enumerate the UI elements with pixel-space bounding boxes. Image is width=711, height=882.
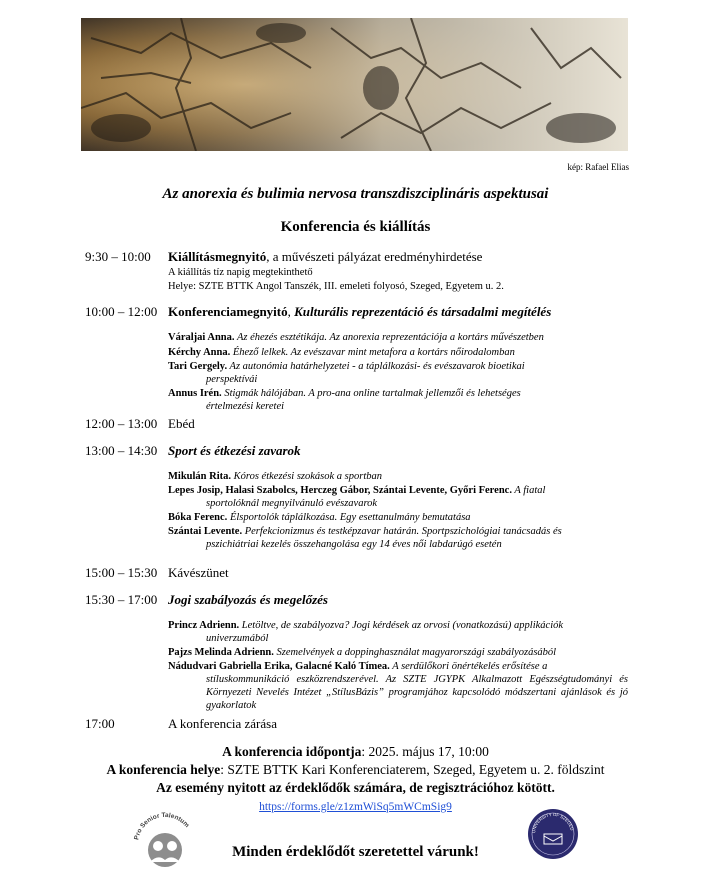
section-1-time: 9:30 – 10:00 [85,249,151,264]
talk-speaker: Nádudvari Gabriella Erika, Galacné Kaló Tímea. [168,661,390,672]
talk [168,331,638,344]
section-2-heading-sep: , [287,304,295,319]
lunch-label: Ebéd [168,416,195,431]
conference-venue [0,762,711,778]
page-title: Az anorexia és bulimia nervosa transzdiszciplináris aspektusai [162,186,549,202]
invitation-text: Minden érdeklődőt szeretettel várunk! [232,844,479,860]
talk [168,346,638,359]
section-3-time: 13:00 – 14:30 [85,443,158,458]
talk-title: Szemelvények a doppinghasználat magyarországi szabályozásából [273,647,557,658]
talk-title-continued: sportolóknál megnyilvánuló evészavarok [206,498,378,509]
talk-speaker: Szántai Levente. [168,526,243,537]
section-1-note: A kiállítás tíz napig megtekinthető [168,267,313,278]
section-2-heading [168,304,551,320]
conference-date-value: : 2025. május 17, 10:00 [361,744,489,759]
section-4-heading: Jogi szabályozás és megelőzés [168,592,328,607]
conference-date [0,744,711,760]
lunch-time: 12:00 – 13:00 [85,416,158,431]
section-4-time: 15:30 – 17:00 [85,592,158,607]
talk-speaker: Princz Adrienn. [168,620,240,631]
talk [168,660,648,673]
talk-speaker: Pajzs Melinda Adrienn. [168,647,274,658]
talk-title: Stigmák hálójában. A pro-ana online tartalmak jellemzői és lehetséges [221,388,521,399]
image-credit: kép: Rafael Elias [567,162,629,172]
registration-note: Az esemény nyitott az érdeklődők számára, de regisztrációhoz kötött. [156,780,555,795]
talk-title: Az autonómia határhelyzetei - a táplálkozási- és evészavarok bioetikai [227,361,525,372]
coffee-time: 15:00 – 15:30 [85,565,158,580]
closing-time: 17:00 [85,716,115,731]
logo-right-arc-text: UNIVERSITY OF SZEGED [530,811,575,834]
closing-label: A konferencia zárása [168,716,277,731]
section-3-heading: Sport és étkezési zavarok [168,443,301,458]
talk-speaker: Lepes Josip, Halasi Szabolcs, Herczeg Gábor, Szántai Levente, Győri Ferenc. [168,485,512,496]
talk-speaker: Váraljai Anna. [168,332,235,343]
logo-left-arc-text: Pro Senior Talentum [133,811,191,841]
hero-image [81,18,628,151]
talk [168,360,638,373]
talk [168,470,648,483]
registration-link-row [0,797,711,815]
registration-link[interactable]: https://forms.gle/z1zmWiSq5mWCmSig9 [259,801,452,813]
talk [168,646,648,659]
conference-venue-label: A konferencia helye [106,762,221,777]
talk-speaker: Bóka Ferenc. [168,512,228,523]
talk-title: Kóros étkezési szokások a sportban [231,471,382,482]
talk-title: Letöltve, de szabályozva? Jogi kérdések az orvosi (vonatkozású) applikációk [239,620,564,631]
talk-speaker: Mikulán Rita. [168,471,232,482]
section-1-heading-bold: Kiállításmegnyitó [168,249,267,264]
talk [168,387,638,400]
talk-title: A serdülőkori önértékelés erősítése a [389,661,548,672]
page-subtitle: Konferencia és kiállítás [280,219,431,235]
section-2-heading-theme: Kulturális reprezentáció és társadalmi megítélés [294,304,552,319]
talk-title: A fiatal [511,485,546,496]
talk-title: Az éhezés esztétikája. Az anorexia reprezentációja a kortárs művészetben [234,332,544,343]
talk-title-continued: perspektívái [206,374,258,385]
section-2-time: 10:00 – 12:00 [85,304,158,319]
conference-venue-value: : SZTE BTTK Kari Konferenciaterem, Szeged, Egyetem u. 2. földszint [220,762,605,777]
section-2-heading-bold: Konferenciamegnyitó [168,304,288,319]
talk-title-continued: értelmezési keretei [206,401,285,412]
talk-title-continued: pszichiátriai kezelés összehangolása egy 14 éves női labdarúgó esetén [206,539,502,550]
section-1-venue: Helye: SZTE BTTK Angol Tanszék, III. emeleti folyosó, Szeged, Egyetem u. 2. [168,281,504,292]
talk-title: Éhező lelkek. Az evészavar mint metafora a kortárs nőirodalomban [230,347,515,358]
talk-speaker: Kérchy Anna. [168,347,231,358]
conference-date-label: A konferencia időpontja [222,744,362,759]
talk [168,484,648,497]
talk [168,525,648,538]
talk-title: Perfekcionizmus és testképzavar határán. Sportpszichológiai tanácsadás és [242,526,562,537]
talk [168,619,648,632]
talk-speaker: Annus Irén. [168,388,222,399]
talk-speaker: Tari Gergely. [168,361,228,372]
talk-title-continued: univerzumából [206,633,269,644]
section-1-heading-rest: , a művészeti pályázat eredményhirdetése [266,249,483,264]
talk-title-continued: stíluskommunikáció eszközrendszerével. Az SZTE JGYPK Alkalmazott Egészségtudományi és Környezeti Nevelés Intézet „StílusBázis” programjához kapcsolódó módszertani ajánlások és jó gyakorlatok [206,674,628,711]
section-1-heading [168,249,482,265]
coffee-label: Kávészünet [168,565,229,580]
talk [168,511,648,524]
pro-senior-talentum-logo [130,810,200,870]
talk-title: Élsportolók táplálkozása. Egy esettanulmány bemutatása [227,512,471,523]
